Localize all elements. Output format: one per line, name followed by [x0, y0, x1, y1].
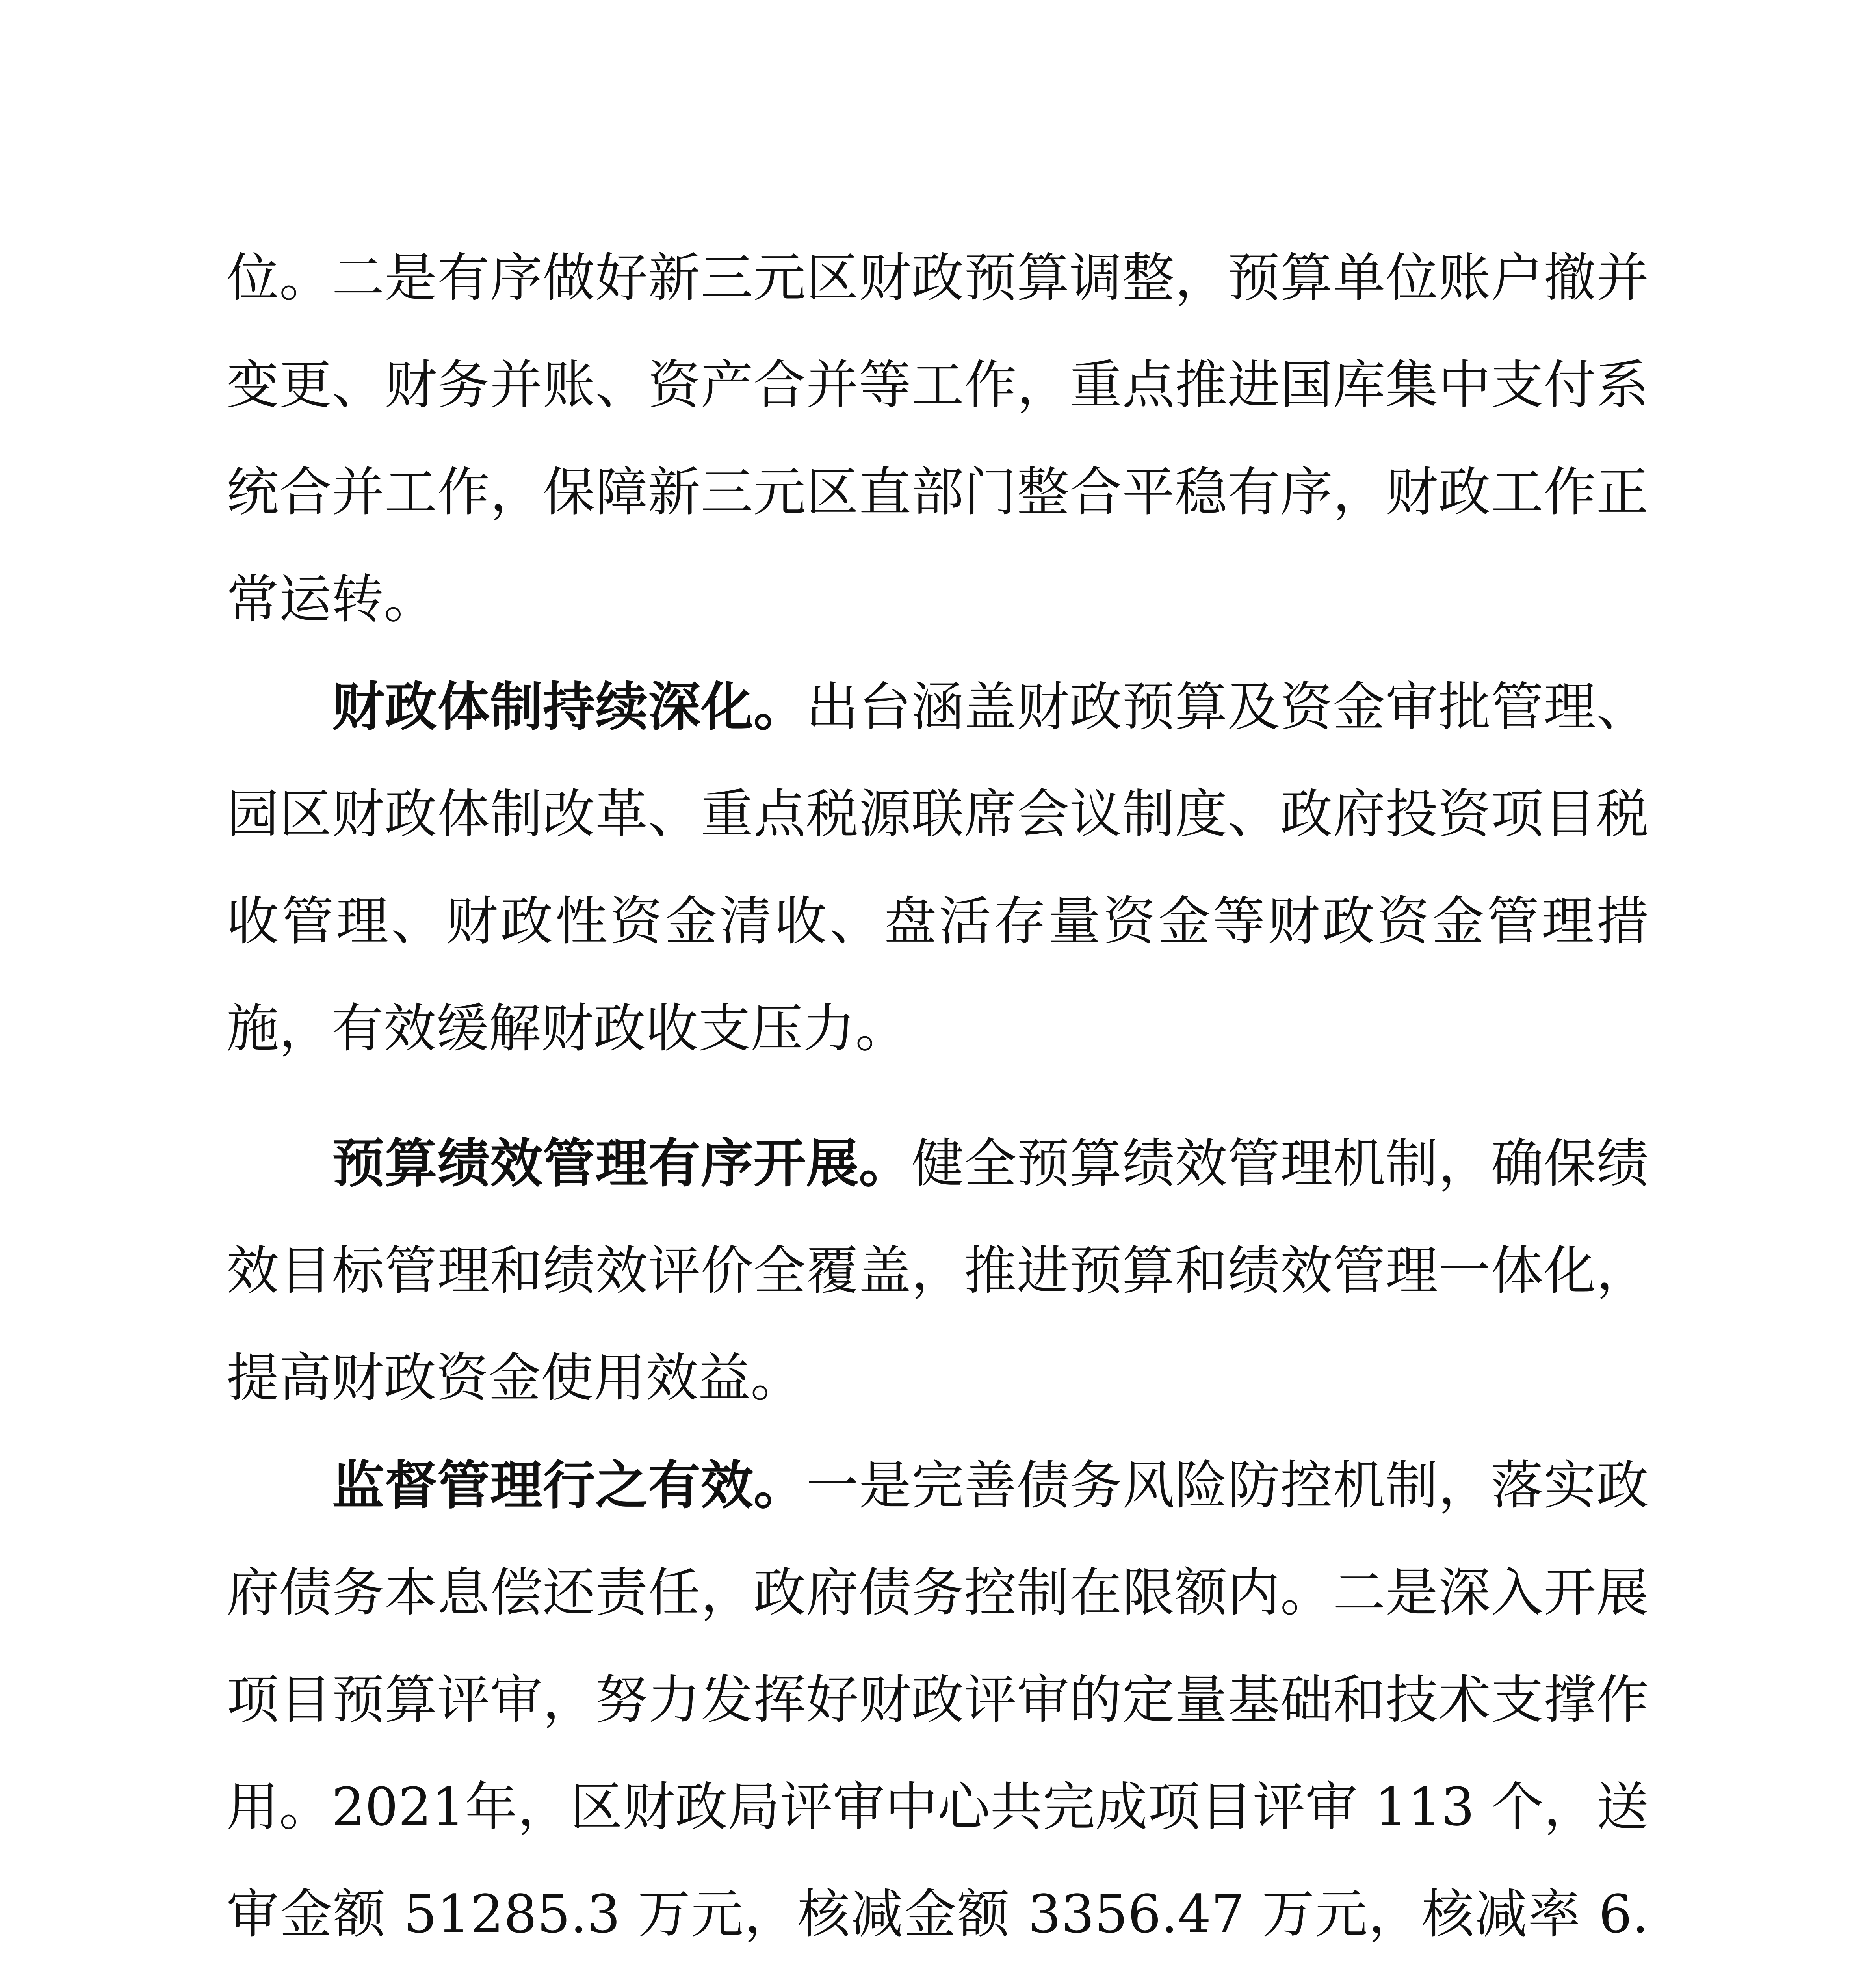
paragraph-heading: 预算绩效管理有序开展。 — [332, 1133, 912, 1194]
body-text — [227, 225, 1649, 1970]
paragraph-budget-adjustment — [227, 225, 1649, 653]
paragraph-fiscal-system — [227, 653, 1649, 1082]
paragraph-text: 出台涵盖财政预算及资金审批管理、园区财政体制改革、重点税源联席会议制度、政府投资项目税收管理、财政性资金清收、盘活存量资金等财政资金管理措施，有效缓解财政收支压力。 — [227, 677, 1649, 1059]
paragraph-performance-management — [227, 1110, 1649, 1432]
paragraph-text: 健全预算绩效管理机制，确保绩效目标管理和绩效评价全覆盖，推进预算和绩效管理一体化，提高财政资金使用效益。 — [227, 1134, 1649, 1409]
paragraph-heading: 财政体制持续深化。 — [332, 676, 806, 738]
paragraph-heading: 监督管理行之有效。 — [332, 1455, 806, 1516]
paragraph-text: 位。二是有序做好新三元区财政预算调整，预算单位账户撤并变更、财务并账、资产合并等工作，重点推进国库集中支付系统合并工作，保障新三元区直部门整合平稳有序，财政工作正常运转。 — [227, 248, 1649, 630]
paragraph-text: 一是完善债务风险防控机制，落实政府债务本息偿还责任，政府债务控制在限额内。二是深入开展项目预算评审，努力发挥好财政评审的定量基础和技术支撑作用。2021年，区财政局评审中心共完成项目评审 113 个，送审金额 51285.3 万元，核减金额 3356.47 万元，核减率 6. — [227, 1455, 1649, 1945]
paragraph-supervision — [227, 1432, 1649, 1970]
